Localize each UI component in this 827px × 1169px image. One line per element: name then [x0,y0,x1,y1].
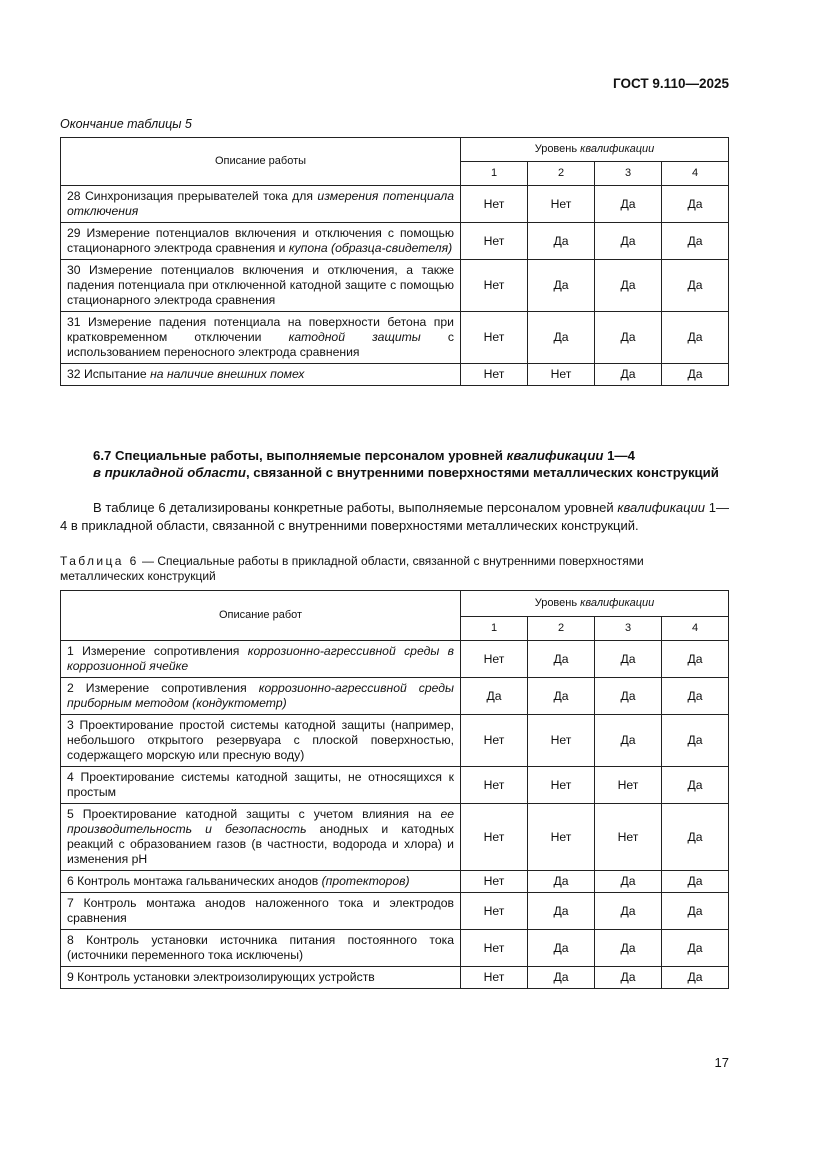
level-4-value: Да [662,930,729,967]
work-description: 1 Измерение сопротивления коррозионно-агрессивной среды в коррозионной ячейке [61,641,461,678]
level-1-value: Нет [461,260,528,312]
table5-body [61,186,729,386]
work-description: 29 Измерение потенциалов включения и отключения с помощью стационарного электрода сравнения и купона (образца-свидетеля) [61,223,461,260]
level-4-value: Да [662,871,729,893]
level-2-value: Нет [528,364,595,386]
table5-level-header: Уровень квалификации [461,138,729,162]
level-4-value: Да [662,893,729,930]
table-row [61,893,729,930]
level-3-value: Нет [595,767,662,804]
table6-level-4: 4 [662,617,729,641]
level-1-value: Нет [461,930,528,967]
table6-level-3: 3 [595,617,662,641]
level-2-value: Нет [528,715,595,767]
table6-level-1: 1 [461,617,528,641]
table-row [61,715,729,767]
level-2-value: Да [528,893,595,930]
level-1-value: Да [461,678,528,715]
level-3-value: Да [595,715,662,767]
table-row [61,641,729,678]
level-1-value: Нет [461,767,528,804]
table-row [61,223,729,260]
table5-level-4: 4 [662,162,729,186]
level-3-value: Да [595,930,662,967]
level-2-value: Да [528,260,595,312]
table-row [61,767,729,804]
level-1-value: Нет [461,967,528,989]
level-4-value: Да [662,715,729,767]
table-row [61,364,729,386]
level-2-value: Да [528,678,595,715]
work-description: 3 Проектирование простой системы катодной защиты (например, небольшого открытого резервуара с плоской поверхностью, содержащего морскую или пресную воду) [61,715,461,767]
level-3-value: Да [595,967,662,989]
level-3-value: Да [595,678,662,715]
level-3-value: Да [595,893,662,930]
level-3-value: Да [595,871,662,893]
level-3-value: Да [595,260,662,312]
level-2-value: Да [528,967,595,989]
table6-level-2: 2 [528,617,595,641]
level-1-value: Нет [461,223,528,260]
work-description: 5 Проектирование катодной защиты с учетом влияния на ее производительность и безопасность анодных и катодных реакций с образованием газов (в частности, водорода и хлора) и изменения pH [61,804,461,871]
table6-body [61,641,729,989]
level-4-value: Да [662,767,729,804]
table5-continuation-title: Окончание таблицы 5 [60,117,192,131]
work-description: 7 Контроль монтажа анодов наложенного тока и электродов сравнения [61,893,461,930]
level-4-value: Да [662,186,729,223]
level-4-value: Да [662,364,729,386]
table-row [61,804,729,871]
work-description: 8 Контроль установки источника питания постоянного тока (источники переменного тока исключены) [61,930,461,967]
table6 [60,590,729,989]
level-4-value: Да [662,223,729,260]
level-4-value: Да [662,967,729,989]
level-1-value: Нет [461,871,528,893]
level-1-value: Нет [461,715,528,767]
table5-level-3: 3 [595,162,662,186]
level-2-value: Да [528,641,595,678]
table-row [61,930,729,967]
level-3-value: Да [595,641,662,678]
table5-desc-header: Описание работы [61,138,461,186]
level-3-value: Да [595,312,662,364]
level-2-value: Нет [528,186,595,223]
level-1-value: Нет [461,641,528,678]
table5-level-2: 2 [528,162,595,186]
work-description: 28 Синхронизация прерывателей тока для измерения потенциала отключения [61,186,461,223]
table6-desc-header: Описание работ [61,591,461,641]
section-intro-paragraph: В таблице 6 детализированы конкретные работы, выполняемые персоналом уровней квалификации 1—4 в прикладной области, связанной с внутренними поверхностями металлических конструкций. [60,500,729,533]
work-description: 31 Измерение падения потенциала на поверхности бетона при кратковременном отключении катодной защиты с использованием переносного электрода сравнения [61,312,461,364]
table5-level-1: 1 [461,162,528,186]
level-3-value: Нет [595,804,662,871]
table-row [61,967,729,989]
work-description: 4 Проектирование системы катодной защиты, не относящихся к простым [61,767,461,804]
section-heading: 6.7 Специальные работы, выполняемые персоналом уровней квалификации 1—4 в прикладной области, связанной с внутренними поверхностями металлических конструкций [93,448,719,480]
document-code: ГОСТ 9.110—2025 [613,76,729,91]
level-2-value: Нет [528,804,595,871]
level-1-value: Нет [461,804,528,871]
level-2-value: Да [528,312,595,364]
table5 [60,137,729,386]
table6-caption: Таблица 6 — Специальные работы в прикладной области, связанной с внутренними поверхностями металлических конструкций [60,554,644,583]
level-2-value: Да [528,930,595,967]
table6-level-header: Уровень квалификации [461,591,729,617]
level-4-value: Да [662,312,729,364]
work-description: 6 Контроль монтажа гальванических анодов (протекторов) [61,871,461,893]
page-number: 17 [714,1055,729,1070]
level-3-value: Да [595,186,662,223]
level-3-value: Да [595,364,662,386]
level-2-value: Да [528,223,595,260]
work-description: 30 Измерение потенциалов включения и отключения, а также падения потенциала при отключенной катодной защите с помощью стационарного электрода сравнения [61,260,461,312]
table-row [61,260,729,312]
level-4-value: Да [662,678,729,715]
work-description: 2 Измерение сопротивления коррозионно-агрессивной среды приборным методом (кондуктометр) [61,678,461,715]
level-1-value: Нет [461,364,528,386]
work-description: 9 Контроль установки электроизолирующих устройств [61,967,461,989]
table-row [61,678,729,715]
level-3-value: Да [595,223,662,260]
level-4-value: Да [662,804,729,871]
level-1-value: Нет [461,186,528,223]
level-4-value: Да [662,260,729,312]
table-row [61,186,729,223]
level-2-value: Нет [528,767,595,804]
work-description: 32 Испытание на наличие внешних помех [61,364,461,386]
level-1-value: Нет [461,893,528,930]
level-4-value: Да [662,641,729,678]
level-2-value: Да [528,871,595,893]
table-row [61,871,729,893]
level-1-value: Нет [461,312,528,364]
table-row [61,312,729,364]
